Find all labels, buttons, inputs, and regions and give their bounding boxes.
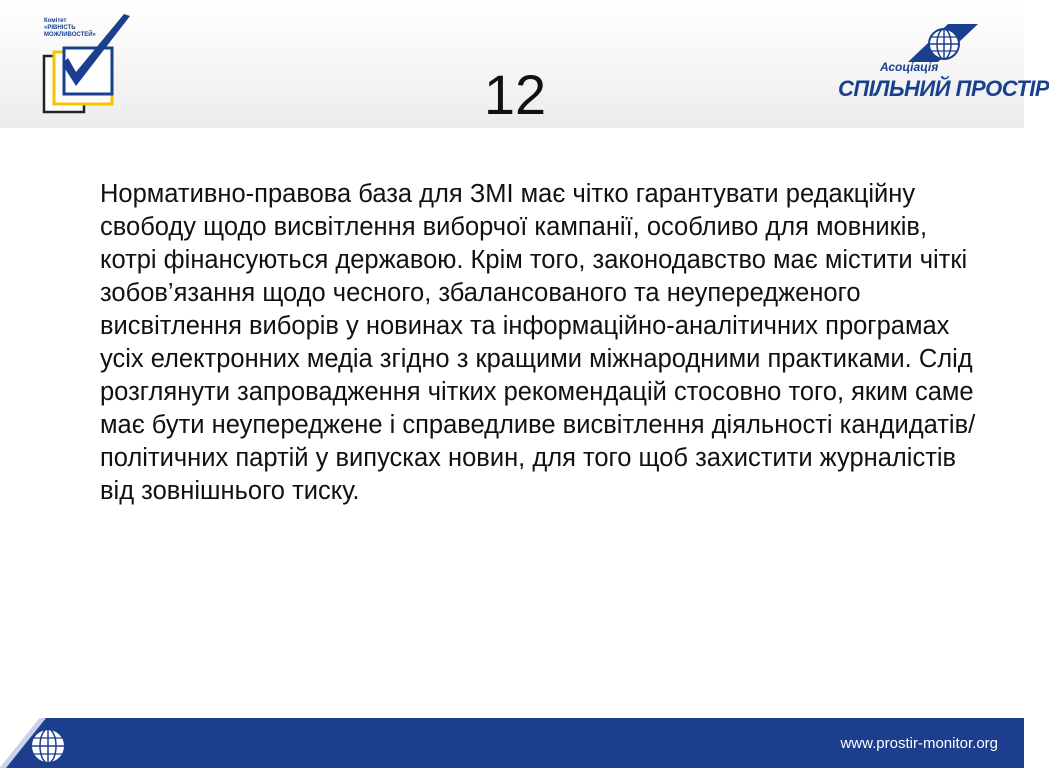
slide-number: 12 <box>483 63 547 126</box>
association-label: Асоціація <box>880 60 939 74</box>
slide-body-text: Нормативно-правова база для ЗМІ має чітко гарантувати редакційну свободу щодо висвітлення виборчої кампанії, особливо для мовників, котрі фінансуються державою. Крім того, законодавство має містити чіткі зобов’язання щодо чесного, збалансованого та неупередженого висвітлення виборів у новинах та інформаційно-аналітичних програмах усіх електронних медіа згідно з кращими міжнародними практиками. Слід розглянути запровадження чітких рекомендацій стосовно того, яким саме має бути неупереджене і справедливе висвітлення діяльності кандидатів/політичних партій у випусках новин, для того щоб захистити журналістів від зовнішнього тиску. <box>100 180 976 505</box>
committee-logo-line1: Комітет <box>44 18 67 24</box>
committee-logo-line2: «РІВНІСТЬ <box>44 25 76 31</box>
slide-footer <box>0 718 1024 768</box>
footer-website-link[interactable]: www.prostir-monitor.org <box>840 735 998 752</box>
association-name: СПІЛЬНИЙ ПРОСТІР <box>838 76 1049 101</box>
slide-header <box>0 0 1049 128</box>
footer-globe-icon <box>14 722 84 768</box>
committee-logo-line3: МОЖЛИВОСТЕЙ» <box>44 32 96 38</box>
